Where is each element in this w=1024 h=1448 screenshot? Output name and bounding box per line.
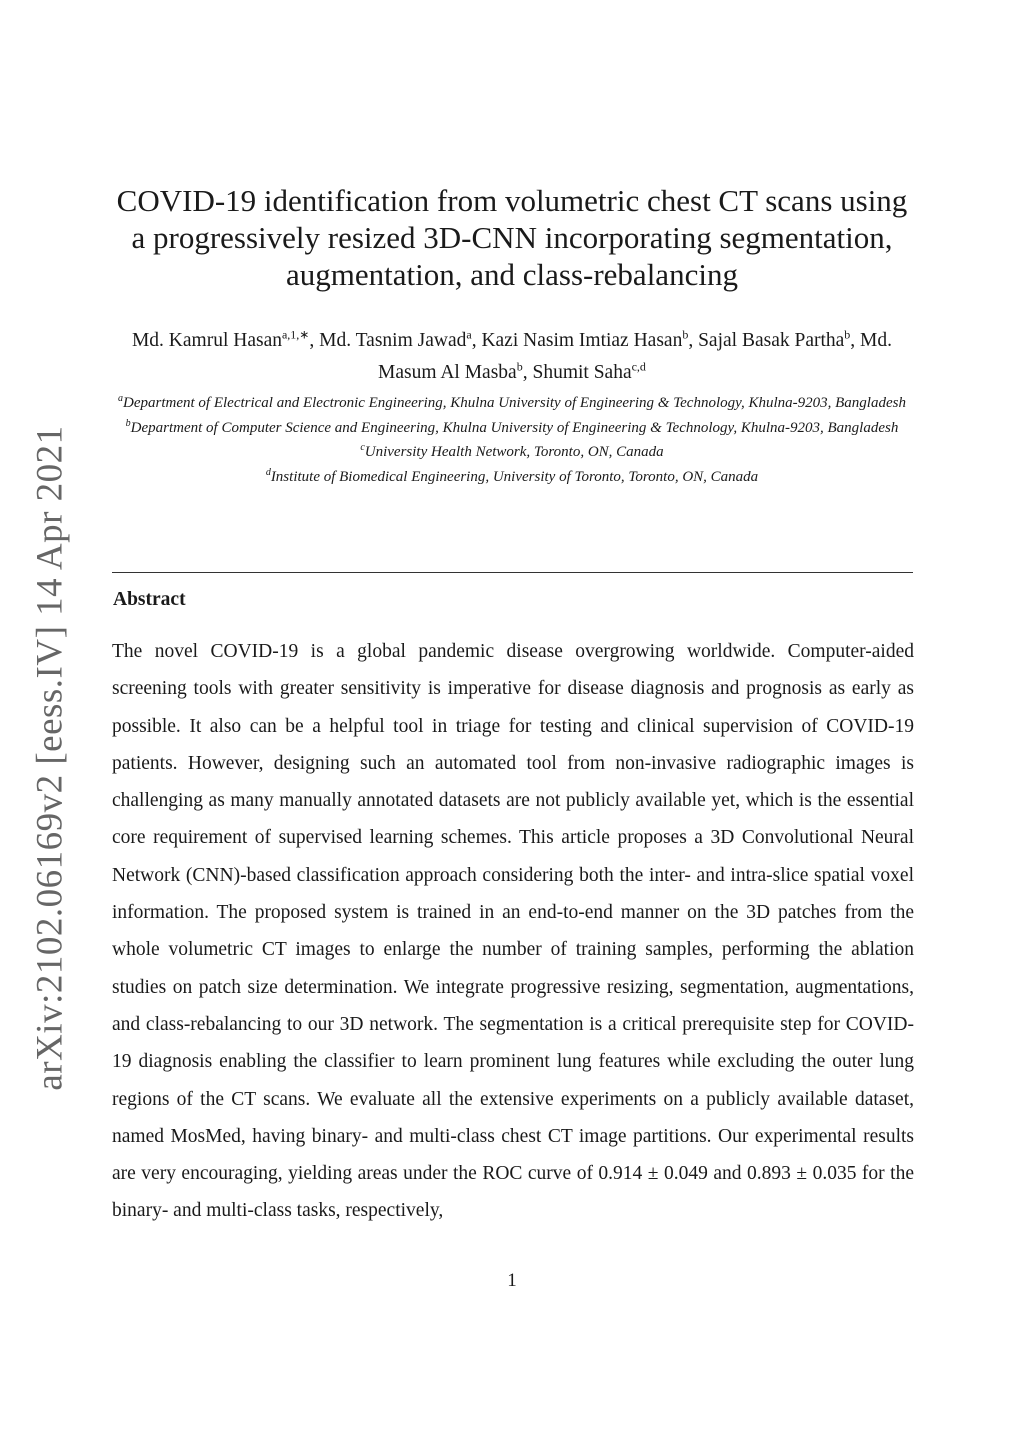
author: Md. Masum Al Masba$^b$, [378,329,893,383]
paper-title: COVID-19 identification from volumetric chest CT scans using a progressively resized 3D-CNN incorporating segmentation, augmentation, and class-rebalancing [116,183,908,292]
affiliation: $^b$Department of Computer Science and Engineering, Khulna University of Engineering & Technology, Khulna-9203, Bangladesh [125,417,899,436]
affiliation: $^c$University Health Network, Toronto, ON, Canada [360,442,664,461]
section-divider [112,572,913,573]
page-number: 1 [507,1270,517,1291]
affiliation-list [112,389,912,488]
abstract-heading: Abstract [113,589,186,610]
author: Sajal Basak Partha$^b$, [698,327,861,351]
author: Shumit Saha$^{c,d}$ [532,359,646,383]
affiliation: $^a$Department of Electrical and Electronic Engineering, Khulna University of Engineering & Technology, Khulna-9203, Bangladesh [118,393,906,411]
affiliation: $^d$Institute of Biomedical Engineering, University of Toronto, Toronto, ON, Canada [265,467,759,486]
author: Md. Kamrul Hasan$^{a,1,∗}$, [131,327,320,351]
author: Md. Tasnim Jawad$^a$, [319,327,482,351]
abstract-text: The novel COVID-19 is a global pandemic disease overgrowing worldwide. Computer-aided screening tools with greater sensitivity is imperative for disease diagnosis and prognosis as early as possible. It also can be a helpful tool in triage for testing and clinical supervision of COVID-19 patients. However, designing such an automated tool from non-invasive radiographic images is challenging as many manually annotated datasets are not publicly available yet, which is the essential core requirement of supervised learning schemes. This article proposes a 3D Convolutional Neural Network (CNN)-based classification approach considering both the inter- and intra-slice spatial voxel information. The proposed system is trained in an end-to-end manner on the 3D patches from the whole volumetric CT images to enlarge the number of training samples, performing the ablation studies on patch size determination. We integrate progressive resizing, segmentation, augmentations, and class-rebalancing to our 3D network. The segmentation is a critical prerequisite step for COVID-19 diagnosis enabling the classifier to learn prominent lung features while excluding the outer lung regions of the CT scans. We evaluate all the extensive experiments on a publicly available dataset, named MosMed, having binary- and multi-class chest CT image partitions. Our experimental results are very encouraging, yielding areas under the ROC curve of 0.914 ± 0.049 and 0.893 ± 0.035 for the binary- and multi-class tasks, respectively, [112,641,914,1222]
author: Kazi Nasim Imtiaz Hasan$^b$, [481,327,699,351]
author-list [112,321,912,386]
arxiv-identifier-text: arXiv:2102.06169v2 [eess.IV] 14 Apr 2021 [29,425,71,1091]
arxiv-identifier [20,425,80,1091]
